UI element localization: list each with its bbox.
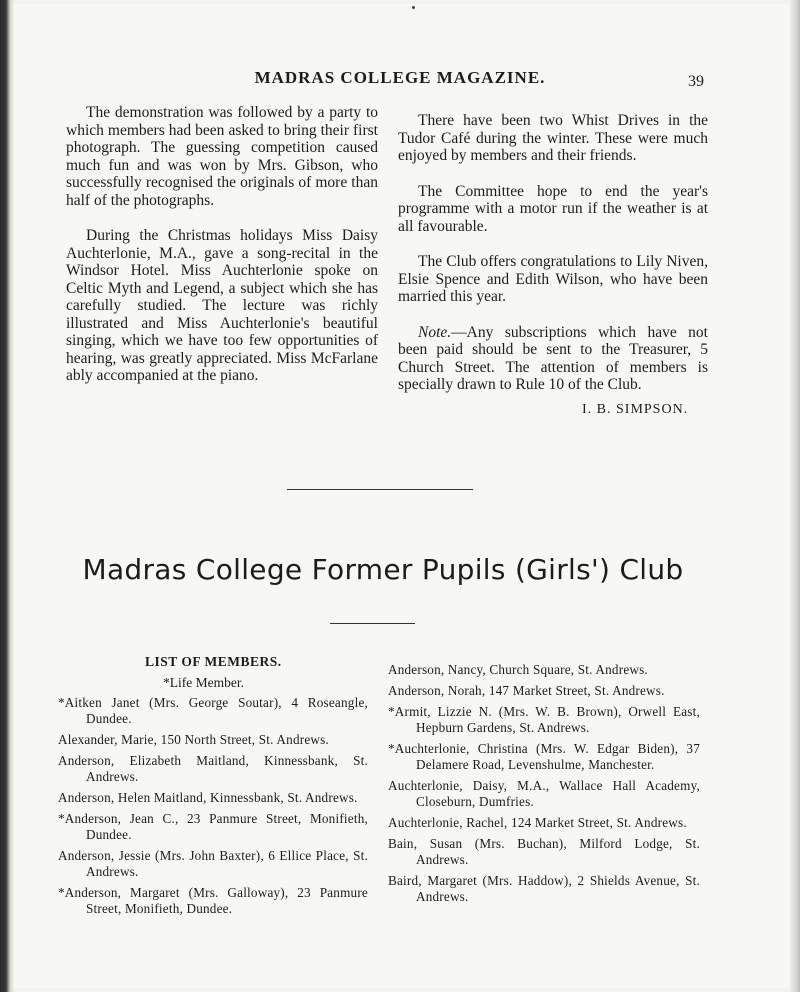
note-paragraph [398, 324, 708, 394]
page-number: 39 [688, 73, 704, 90]
members-list-right [388, 662, 700, 910]
article-paragraph: The Committee hope to end the year's programme with a motor run if the weather is at all favourable. [398, 182, 708, 235]
note-label: Note. [418, 323, 452, 341]
member-entry: Bain, Susan (Mrs. Buchan), Milford Lodge, St. Andrews. [388, 836, 700, 867]
club-title: Madras College Former Pupils (Girls') Club [82, 553, 684, 586]
book-spine-edge [0, 0, 14, 992]
section-divider [287, 489, 473, 490]
member-entry: Anderson, Nancy, Church Square, St. Andrews. [388, 662, 648, 677]
life-member-key: *Life Member. [163, 675, 244, 690]
running-title: MADRAS COLLEGE MAGAZINE. [254, 68, 546, 87]
member-entry: Anderson, Elizabeth Maitland, Kinnessbank, St. Andrews. [58, 753, 368, 784]
member-entry: *Auchterlonie, Christina (Mrs. W. Edgar Biden), 37 Delamere Road, Levenshulme, Manchester. [388, 741, 700, 772]
page-right-edge [790, 0, 800, 992]
article-left-column [66, 104, 378, 385]
member-entry: Alexander, Marie, 150 North Street, St. Andrews. [58, 732, 329, 747]
member-entry: *Anderson, Jean C., 23 Panmure Street, Monifieth, Dundee. [58, 811, 368, 842]
member-entry: Auchterlonie, Rachel, 124 Market Street, St. Andrews. [388, 815, 687, 830]
print-speck [412, 6, 415, 9]
member-entry: Anderson, Jessie (Mrs. John Baxter), 6 Ellice Place, St. Andrews. [58, 848, 368, 879]
member-entry: *Anderson, Margaret (Mrs. Galloway), 23 Panmure Street, Monifieth, Dundee. [58, 885, 368, 916]
member-entry: Baird, Margaret (Mrs. Haddow), 2 Shields Avenue, St. Andrews. [388, 873, 700, 904]
member-entry: Anderson, Norah, 147 Market Street, St. Andrews. [388, 683, 665, 698]
list-heading: LIST OF MEMBERS. [145, 654, 282, 669]
article-signature: I. B. SIMPSON. [582, 402, 689, 417]
members-list-left [58, 695, 368, 922]
article-paragraph: The demonstration was followed by a party to which members had been asked to bring their first photograph. The guessing competition caused much fun and was won by Mrs. Gibson, who successfully recognised the originals of more than half of the photographs. [66, 104, 378, 209]
article-paragraph: During the Christmas holidays Miss Daisy Auchterlonie, M.A., gave a song-recital in the Windsor Hotel. Miss Auchterlonie spoke on Celtic Myth and Legend, a subject which she has carefully studied. The lecture was richly illustrated and Miss Auchterlonie's beautiful singing, which we have too few opportunities of hearing, was greatly appreciated. Miss McFarlane ably accompanied at the piano. [66, 227, 378, 384]
note-text: —Any subscriptions which have not been paid should be sent to the Treasurer, 5 Church Street. The attention of members is specially drawn to Rule 10 of the Club. [398, 323, 708, 393]
article-paragraph: There have been two Whist Drives in the Tudor Café during the winter. These were much enjoyed by members and their friends. [398, 112, 708, 164]
member-entry: *Armit, Lizzie N. (Mrs. W. B. Brown), Orwell East, Hepburn Gardens, St. Andrews. [388, 704, 700, 735]
member-entry: Auchterlonie, Daisy, M.A., Wallace Hall Academy, Closeburn, Dumfries. [388, 778, 700, 809]
member-entry: Anderson, Helen Maitland, Kinnessbank, St. Andrews. [58, 790, 358, 805]
article-right-column [398, 112, 708, 394]
member-entry: *Aitken Janet (Mrs. George Soutar), 4 Roseangle, Dundee. [58, 695, 368, 726]
article-paragraph: The Club offers congratulations to Lily Niven, Elsie Spence and Edith Wilson, who have been married this year. [398, 253, 708, 305]
title-underline [330, 623, 415, 624]
